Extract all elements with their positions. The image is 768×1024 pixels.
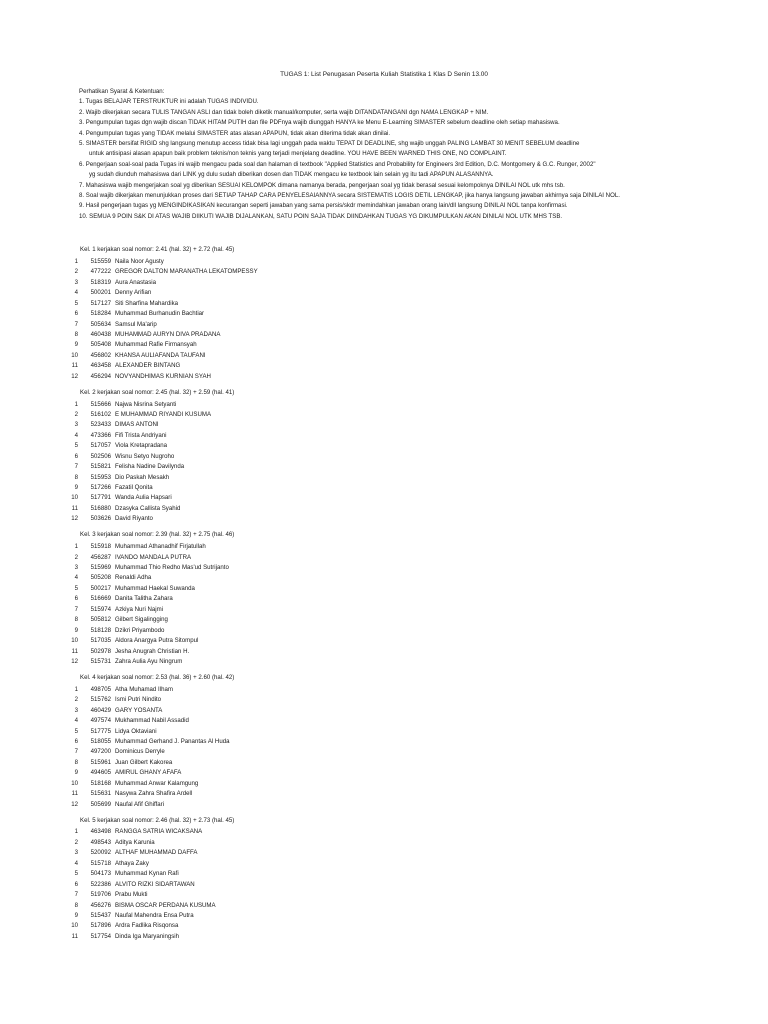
member-name: Naila Noor Agusty [115, 257, 164, 265]
member-nim: 505408 [90, 341, 111, 349]
terms-line: 7. Mahasiswa wajib mengerjakan soal yg diberikan SESUAI KELOMPOK dimana namanya berada, pengerjaan soal yg tidak berasal sesuai kelompoknya DINILAI NOL utk mhs tsb. [79, 181, 565, 189]
member-name: Dzikri Priyambodo [115, 626, 165, 634]
member-nim: 518284 [90, 310, 111, 318]
member-name: Wanda Aulia Hapsari [115, 494, 172, 502]
member-number: 8 [74, 473, 78, 481]
member-name: BISMA OSCAR PERDANA KUSUMA [115, 901, 216, 909]
member-nim: 494605 [90, 769, 111, 777]
member-nim: 517896 [90, 922, 111, 930]
member-name: Wisnu Setyo Nugroho [115, 452, 175, 460]
member-name: Fazatil Qonita [115, 484, 153, 492]
member-row [58, 594, 698, 604]
member-name: Aura Anastasia [115, 278, 156, 286]
group-section [58, 388, 698, 525]
member-nim: 522386 [90, 880, 111, 888]
group-header: Kel. 1 kerjakan soal nomor: 2.41 (hal. 32) + 2.72 (hal. 45) [80, 246, 235, 253]
member-number: 1 [74, 400, 78, 408]
member-row [58, 309, 698, 319]
member-name: Renaldi Adha [115, 574, 152, 582]
member-name: KHANSA AULIAFANDA TAUFANI [115, 351, 206, 359]
member-nim: 505634 [90, 320, 111, 328]
member-nim: 498705 [90, 685, 111, 693]
member-number: 1 [74, 257, 78, 265]
member-name: Najwa Nisrina Setyanti [115, 400, 177, 408]
member-number: 10 [71, 922, 78, 930]
member-name: Muhammad Athanadhif Firjatullah [115, 543, 206, 551]
member-number: 11 [71, 647, 78, 655]
member-nim: 517775 [90, 727, 111, 735]
member-nim: 516880 [90, 504, 111, 512]
member-name: Juan Gilbert Kakorea [115, 758, 173, 766]
member-row [58, 737, 698, 747]
member-nim: 460429 [90, 706, 111, 714]
member-name: ALVITO RIZKI SIDARTAWAN [115, 880, 195, 888]
member-name: Felisha Nadine Davilynda [115, 463, 185, 471]
member-number: 2 [74, 410, 78, 418]
member-number: 4 [74, 431, 78, 439]
member-number: 8 [74, 758, 78, 766]
member-number: 2 [74, 268, 78, 276]
member-nim: 504173 [90, 870, 111, 878]
member-nim: 502978 [90, 647, 111, 655]
member-number: 11 [71, 790, 78, 798]
member-row [58, 890, 698, 900]
terms-list [79, 97, 759, 222]
group-header: Kel. 5 kerjakan soal nomor: 2.46 (hal. 32) + 2.73 (hal. 45) [80, 816, 235, 824]
member-nim: 505208 [90, 574, 111, 582]
member-name: RANGGA SATRIA WICAKSANA [115, 828, 203, 836]
member-name: Muhammad Burhanudin Bachtiar [115, 310, 205, 318]
member-row [58, 563, 698, 573]
member-nim: 518319 [90, 278, 111, 286]
member-name: Dominicus Derryle [115, 748, 165, 756]
member-name: E MUHAMMAD RIYANDI KUSUMA [115, 410, 212, 418]
member-row [58, 605, 698, 615]
member-row [58, 542, 698, 552]
member-row [58, 452, 698, 462]
group-header: Kel. 2 kerjakan soal nomor: 2.45 (hal. 32) + 2.59 (hal. 41) [80, 388, 235, 396]
member-nim: 518168 [90, 779, 111, 787]
member-nim: 515969 [90, 564, 111, 572]
member-number: 2 [74, 838, 78, 846]
member-nim: 519706 [90, 891, 111, 899]
member-nim: 515961 [90, 758, 111, 766]
member-name: Muhammad Anwar Kalamgung [115, 779, 199, 787]
member-name: David Riyanto [115, 515, 153, 523]
member-number: 11 [71, 362, 78, 370]
member-row [58, 288, 698, 298]
member-number: 8 [74, 616, 78, 624]
member-name: NOVYANDHIMAS KURNIAN SYAH [115, 372, 211, 380]
member-name: Ardra Fadlika Risqonsa [115, 922, 179, 930]
member-row [58, 504, 698, 514]
group-list [58, 245, 698, 948]
member-name: AMIRUL GHANY AFAFA [115, 769, 182, 777]
member-row [58, 706, 698, 716]
member-number: 6 [74, 738, 78, 745]
member-number: 9 [74, 911, 78, 919]
member-nim: 518128 [90, 626, 111, 634]
member-nim: 456802 [90, 351, 111, 359]
member-row [58, 483, 698, 493]
member-row [58, 848, 698, 858]
member-row [58, 932, 698, 942]
terms-line: yg sudah diunduh mahasiswa dari LINK yg dulu sudah diberikan dosen dan TIDAK mengacu ke textbook lain selain yg itu tadi APAPUN ALASANNYA. [89, 171, 494, 179]
member-number: 1 [74, 685, 78, 693]
group-section [58, 245, 698, 382]
group-section [58, 530, 698, 667]
member-number: 3 [74, 706, 78, 714]
member-number: 12 [71, 372, 78, 380]
member-row [58, 573, 698, 583]
terms-and-conditions [79, 87, 759, 222]
member-row [58, 462, 698, 472]
member-nim: 463498 [90, 828, 111, 836]
member-name: Siti Sharfina Mahardika [115, 299, 178, 307]
terms-line: 2. Wajib dikerjakan secara TULIS TANGAN ASLI dan tidak boleh diketik manual/komputer, serta wajib DITANDATANGANI dgn NAMA LENGKAP + NIM. [79, 108, 489, 116]
member-number: 1 [74, 543, 78, 551]
member-nim: 520092 [90, 849, 111, 857]
member-name: Dio Paskah Mesakh [115, 473, 170, 481]
member-name: Zahra Aulia Ayu Ningrum [115, 657, 183, 665]
member-number: 7 [74, 320, 78, 328]
member-name: Lidya Oktaviani [115, 727, 157, 735]
member-row [58, 493, 698, 503]
member-row [58, 758, 698, 768]
member-nim: 460438 [90, 330, 111, 338]
terms-line: 5. SIMASTER bersifat RIGID shg langsung menutup access tidak bisa lagi unggah pada waktu TEPAT DI DEADLINE, shg wajib unggah PALING LAMBAT 30 MENIT SEBELUM deadline [79, 139, 580, 147]
member-nim: 515718 [90, 859, 111, 867]
member-name: Jesha Anugrah Christian H. [115, 647, 190, 655]
member-row [58, 789, 698, 799]
member-number: 5 [74, 727, 78, 735]
member-number: 9 [74, 626, 78, 634]
member-name: MUHAMMAD AURYN DIVA PRADANA [115, 330, 221, 338]
member-row [58, 553, 698, 563]
member-row [58, 400, 698, 410]
member-nim: 517266 [90, 484, 111, 492]
member-number: 4 [74, 574, 78, 582]
member-number: 12 [71, 800, 78, 808]
member-row [58, 320, 698, 330]
member-number: 4 [74, 859, 78, 867]
member-nim: 523433 [90, 421, 111, 429]
terms-line: 10. SEMUA 9 POIN S&K DI ATAS WAJIB DIIKUTI WAJIB DIJALANKAN, SATU POIN SAJA TIDAK DIINDAHKAN TUGAS YG DIKUMPULKAN AKAN DINILAI NOL UTK MHS TSB. [79, 212, 563, 220]
member-name: IVANDO MANDALA PUTRA [115, 553, 192, 561]
member-number: 7 [74, 891, 78, 899]
member-row [58, 636, 698, 646]
member-nim: 518055 [90, 738, 111, 745]
member-nim: 517791 [90, 494, 111, 502]
member-row [58, 901, 698, 911]
member-name: Dinda Iga Maryaningsih [115, 932, 180, 940]
member-name: Athaya Zaky [115, 859, 149, 867]
member-name: Azkiya Nuri Najmi [115, 605, 164, 613]
member-row [58, 420, 698, 430]
terms-line: 9. Hasil pengerjaan tugas yg MENGINDIKASIKAN kecurangan seperti jawaban yang sama persis/skdr memindahkan jawaban orang lain/dll langsung DINILAI NOL tanpa konfirmasi. [79, 202, 568, 210]
member-number: 5 [74, 870, 78, 878]
member-row [58, 361, 698, 371]
member-row [58, 921, 698, 931]
member-name: Viola Kretapradana [115, 442, 168, 450]
member-nim: 515918 [90, 543, 111, 551]
member-nim: 456276 [90, 901, 111, 909]
member-number: 12 [71, 657, 78, 665]
member-number: 3 [74, 421, 78, 429]
member-name: GARY YOSANTA [115, 706, 163, 714]
member-row [58, 911, 698, 921]
member-name: Muhammad Gerhand J. Panantas Al Huda [115, 738, 230, 745]
member-number: 3 [74, 564, 78, 572]
member-nim: 515821 [90, 463, 111, 471]
member-name: Aditya Karunia [115, 838, 155, 846]
member-nim: 515666 [90, 400, 111, 408]
member-number: 1 [74, 828, 78, 836]
member-row [58, 351, 698, 361]
member-row [58, 869, 698, 879]
member-row [58, 859, 698, 869]
member-name: Naufal Afif Ghiffari [115, 800, 164, 808]
member-row [58, 330, 698, 340]
member-name: Muhammad Haekal Suwanda [115, 584, 195, 592]
member-nim: 500201 [90, 289, 111, 297]
terms-line: 3. Pengumpulan tugas dgn wajib discan TIDAK HITAM PUTIH dan file PDFnya wajib diunggah HANYA ke Menu E-Learning SIMASTER sebelum deadline oleh setiap mahasiswa. [79, 119, 560, 127]
member-number: 10 [71, 494, 78, 502]
terms-line: 6. Pengerjaan soal-soal pada Tugas ini wajib mengacu pada soal dan halaman di textbook "Applied Statistics and Probability for Engineers 3rd Edition, D.C. Montgomery & G.C. Runger, 2002" [79, 160, 596, 168]
member-number: 8 [74, 901, 78, 909]
terms-line: 1. Tugas BELAJAR TERSTRUKTUR ini adalah TUGAS INDIVIDU. [79, 98, 259, 106]
member-number: 7 [74, 605, 78, 613]
terms-line: untuk antisipasi alasan apapun baik problem teknis/non teknis yang terjadi menjelang deadline. YOU HAVE BEEN WARNED THIS ONE, NO COMPLAINT. [89, 150, 507, 158]
member-row [58, 779, 698, 789]
member-row [58, 473, 698, 483]
member-nim: 516669 [90, 595, 111, 603]
member-number: 4 [74, 717, 78, 725]
member-nim: 497200 [90, 748, 111, 756]
member-row [58, 800, 698, 810]
document-title: TUGAS 1: List Penugasan Peserta Kuliah Statistika 1 Klas D Senin 13.00 [280, 71, 488, 78]
member-nim: 477222 [90, 268, 111, 276]
member-nim: 515631 [90, 790, 111, 798]
member-number: 7 [74, 463, 78, 471]
member-row [58, 267, 698, 277]
member-nim: 503626 [90, 515, 111, 523]
member-row [58, 727, 698, 737]
member-name: Nasywa Zahra Shafira Ardell [115, 790, 193, 798]
member-row [58, 827, 698, 837]
member-number: 9 [74, 341, 78, 349]
member-row [58, 584, 698, 594]
member-row [58, 299, 698, 309]
member-name: Muhammad Thio Redho Mas'ud Sutrijanto [115, 564, 229, 572]
member-row [58, 615, 698, 625]
member-name: Muhammad Rafie Firmansyah [115, 341, 197, 349]
member-nim: 463458 [90, 362, 111, 370]
member-row [58, 431, 698, 441]
terms-line: 8. Soal wajib dikerjakan menunjukkan proses dari SETIAP TAHAP CARA PENYELESAIANNYA secara SISTEMATIS LOGIS DETIL LENGKAP, jika hanya langsung jawaban akhirnya saja DINILAI NOL. [79, 191, 620, 199]
member-name: Muhammad Kynan Rafi [115, 870, 179, 878]
member-name: Fifi Trista Andriyani [115, 431, 167, 439]
member-nim: 515762 [90, 696, 111, 704]
member-number: 8 [74, 330, 78, 338]
group-header: Kel. 4 kerjakan soal nomor: 2.53 (hal. 36) + 2.60 (hal. 42) [80, 673, 235, 681]
group-section [58, 673, 698, 810]
member-number: 3 [74, 849, 78, 857]
member-number: 2 [74, 553, 78, 561]
member-row [58, 685, 698, 695]
member-name: Atha Muhamad Ilham [115, 685, 173, 693]
member-nim: 515974 [90, 605, 111, 613]
group-section [58, 816, 698, 943]
member-number: 5 [74, 584, 78, 592]
member-nim: 515559 [90, 257, 111, 265]
member-number: 12 [71, 515, 78, 523]
member-number: 9 [74, 769, 78, 777]
group-header: Kel. 3 kerjakan soal nomor: 2.39 (hal. 32) + 2.75 (hal. 46) [80, 531, 235, 539]
member-nim: 515953 [90, 473, 111, 481]
member-name: ALEXANDER BINTANG [115, 362, 181, 370]
member-name: Prabu Mukti [115, 891, 148, 899]
member-nim: 515437 [90, 911, 111, 919]
member-number: 9 [74, 484, 78, 492]
member-nim: 517127 [90, 299, 111, 307]
member-number: 6 [74, 595, 78, 603]
member-row [58, 372, 698, 382]
member-nim: 497574 [90, 717, 111, 725]
member-number: 5 [74, 299, 78, 307]
member-number: 6 [74, 310, 78, 318]
member-name: Danita Talitha Zahara [115, 595, 173, 603]
member-number: 10 [71, 637, 78, 645]
member-nim: 456287 [90, 553, 111, 561]
member-row [58, 340, 698, 350]
member-name: ALTHAF MUHAMMAD DAFFA [115, 849, 198, 857]
terms-line: 4. Pengumpulan tugas yang TIDAK melalui SIMASTER atas alasan APAPUN, tidak akan diterima tidak akan dinilai. [79, 129, 391, 137]
member-number: 10 [71, 351, 78, 359]
member-nim: 517754 [90, 932, 111, 940]
member-row [58, 441, 698, 451]
member-number: 7 [74, 748, 78, 756]
member-row [58, 514, 698, 524]
member-name: Aldora Anargya Putra Sitompul [115, 637, 199, 645]
member-row [58, 410, 698, 420]
member-nim: 502506 [90, 452, 111, 460]
member-nim: 517057 [90, 442, 111, 450]
member-row [58, 695, 698, 705]
member-name: Naufal Mahendra Ensa Putra [115, 911, 194, 919]
member-nim: 500217 [90, 584, 111, 592]
member-number: 6 [74, 880, 78, 888]
member-row [58, 838, 698, 848]
member-number: 10 [71, 779, 78, 787]
member-nim: 456294 [90, 372, 111, 380]
member-name: Samsul Ma'arip [115, 320, 157, 328]
member-name: Mukhammad Nabil Assadid [115, 717, 189, 725]
member-number: 4 [74, 289, 78, 297]
member-row [58, 647, 698, 657]
member-row [58, 768, 698, 778]
member-number: 11 [71, 932, 78, 940]
member-nim: 517035 [90, 637, 111, 645]
member-name: DIMAS ANTONI [115, 421, 159, 429]
member-number: 3 [74, 278, 78, 286]
member-name: Gilbert Sigalingging [115, 616, 168, 624]
member-number: 2 [74, 696, 78, 704]
member-number: 5 [74, 442, 78, 450]
member-nim: 505812 [90, 616, 111, 624]
member-row [58, 257, 698, 267]
member-number: 6 [74, 452, 78, 460]
member-nim: 516102 [90, 410, 111, 418]
member-row [58, 626, 698, 636]
terms-heading: Perhatikan Syarat & Ketentuan: [79, 88, 165, 95]
member-row [58, 657, 698, 667]
member-name: Dzasyka Callista Syahid [115, 504, 181, 512]
member-nim: 473366 [90, 431, 111, 439]
member-nim: 505699 [90, 800, 111, 808]
member-name: GREGOR DALTON MARANATHA LEKATOMPESSY [115, 268, 258, 276]
member-row [58, 747, 698, 757]
member-row [58, 278, 698, 288]
member-name: Ismi Putri Nindito [115, 696, 162, 704]
member-row [58, 716, 698, 726]
member-row [58, 880, 698, 890]
member-nim: 515731 [90, 657, 111, 665]
member-number: 11 [71, 504, 78, 512]
member-name: Denny Arifian [115, 289, 152, 297]
member-nim: 498543 [90, 838, 111, 846]
